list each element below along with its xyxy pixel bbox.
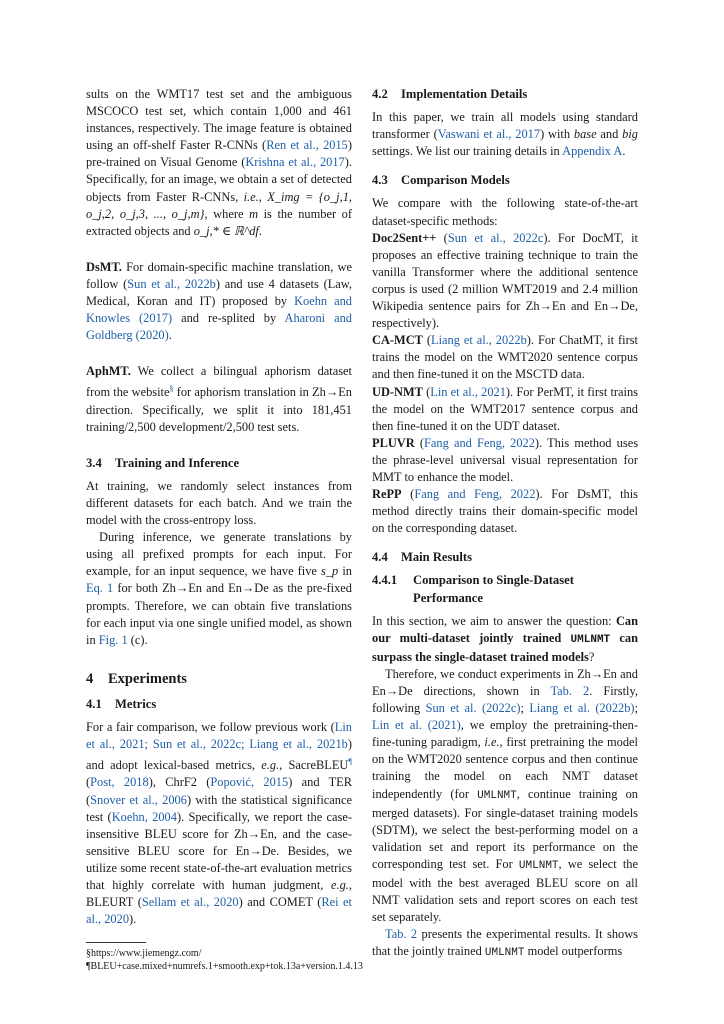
citation-link[interactable]: Lin et al. (2021) xyxy=(372,718,461,733)
text: ( xyxy=(422,333,432,348)
implementation-paragraph xyxy=(372,109,638,160)
text: Can our multi-dataset jointly trained xyxy=(372,613,638,645)
text: , first pretraining the model on the WMT2020 sentence corpus and then continue training the model on each NMT dataset independently (for xyxy=(372,735,638,801)
text: ). For PerMT, it first trains the model on the WMT2017 sentence corpus and then fine-tuned it on the UDT dataset. xyxy=(372,384,638,433)
math-image-objects: X_img = {o_j,1, o_j,2, o_j,3, ..., o_j,m} xyxy=(86,189,352,221)
text: We collect a bilingual aphorism dataset from the website xyxy=(86,364,352,400)
model-name: UMLNMT xyxy=(477,789,517,802)
citation-link[interactable]: Rei et al., 2020 xyxy=(86,895,352,927)
text: ). For DocMT, it proposes an effective training technique to train the vanilla Transformer where the additional sentence corpus is used (2 million WMT2019 and 2.4 million Wikipedia sentence pairs for Zh→En and En→De, respectively). xyxy=(372,230,638,331)
text: base xyxy=(573,127,597,142)
text: ). Specifically, for an image, we obtain a set of detected objects from Faster R-CNNs, xyxy=(86,155,352,204)
text: e.g. xyxy=(261,758,280,773)
dataset-mmt-paragraph xyxy=(86,86,352,240)
section-title: Experiments xyxy=(108,670,187,687)
text: For a fair comparison, we follow previous work ( xyxy=(86,720,335,735)
paragraph-heading: UD-NMT xyxy=(372,384,423,399)
text: ). For DsMT, this method directly trains their domain-specific model on the corresponding dataset. xyxy=(372,487,639,536)
text: ( xyxy=(414,435,425,450)
metrics-paragraph xyxy=(86,719,352,928)
citation-link[interactable]: Aharoni and Goldberg (2020) xyxy=(86,311,352,343)
citation-link[interactable]: Fang and Feng, 2022 xyxy=(414,487,536,502)
text: big xyxy=(622,127,638,142)
section-heading-4-3 xyxy=(372,172,638,189)
text: i.e. xyxy=(484,735,500,750)
text: During inference, we generate translations by using all prefixed prompts for each input. For example, for an input sequence, we have five xyxy=(86,530,352,579)
citation-link[interactable]: Liang et al., 2022b xyxy=(431,333,527,348)
left-column xyxy=(86,86,363,973)
text: ) and adopt lexical-based metrics, xyxy=(86,737,352,773)
text: , continue training on merged datasets). For single-dataset training models (SDTM), we select the best-performing model on a validation set and report its performance on the corresponding test set. For xyxy=(372,786,638,871)
text: ). For ChatMT, it first trains the model on the WMT2020 sentence corpus and then fine-tuned it on the MSCTD data. xyxy=(372,333,638,382)
table-link[interactable]: Tab. 2 xyxy=(550,684,590,698)
comparison-intro: We compare with the following state-of-the-art dataset-specific methods: xyxy=(372,196,638,228)
text: for aphorism translation in Zh→En direction. Specifically, we split it into 181,451 training/2,500 development/2,500 test sets. xyxy=(86,385,352,434)
text: i.e. xyxy=(243,189,259,204)
text: ( xyxy=(86,775,91,790)
results-paragraph xyxy=(372,926,638,962)
section-number: 3.4 xyxy=(86,455,102,470)
text: ) with xyxy=(540,127,574,142)
text: ) pre-trained on Visual Genome ( xyxy=(86,138,352,170)
footnote-mark[interactable]: ¶ xyxy=(348,757,352,767)
text: ). xyxy=(129,912,137,927)
paragraph-heading: RePP xyxy=(372,487,402,502)
research-question-paragraph xyxy=(372,613,638,666)
text: ( xyxy=(422,384,431,399)
udnmt-paragraph xyxy=(372,384,638,435)
text: sults on the WMT17 test set and the ambiguous MSCOCO test set, which contain 1,000 and 461 instances, respectively. The image feature is obtained using an off-shelf Faster R-CNNs ( xyxy=(86,87,352,153)
citation-link[interactable]: Sun et al., 2022c xyxy=(447,230,544,245)
section-number: 4.3 xyxy=(372,173,388,188)
text: in xyxy=(338,564,352,579)
right-column xyxy=(372,86,638,963)
math-object-dim: o_j,* ∈ ℝ^df xyxy=(193,223,259,238)
text: Therefore, we conduct experiments in Zh→En and En→De directions, shown in xyxy=(372,666,638,698)
footnote-divider xyxy=(86,942,146,943)
text: . xyxy=(258,223,262,238)
text: is the number of extracted objects and xyxy=(86,206,352,238)
model-name: UMLNMT xyxy=(484,947,525,960)
section-number: 4.1 xyxy=(86,696,102,711)
citation-link[interactable]: Krishna et al., 2017 xyxy=(245,155,345,170)
text: settings. We list our training details in xyxy=(372,144,563,159)
section-heading-4-4 xyxy=(372,549,638,566)
aphmt-paragraph xyxy=(86,363,352,436)
model-name: UMLNMT xyxy=(518,859,559,872)
text: , SacreBLEU xyxy=(279,758,349,773)
text: ; xyxy=(634,701,639,716)
text: , BLEURT ( xyxy=(86,878,352,910)
footnote-website: §https://www.jiemengz.com/ xyxy=(86,948,202,960)
text: In this paper, we train all models using standard transformer ( xyxy=(372,110,638,142)
text: can surpass the single-dataset trained models xyxy=(372,630,638,664)
paragraph-heading: PLUVR xyxy=(372,435,415,450)
section-number: 4.4.1 xyxy=(372,573,398,588)
text: ). This method uses the phrase-level universal visual representation for MMT to enhance the model. xyxy=(372,435,639,484)
citation-link[interactable]: Liang et al. (2022b) xyxy=(529,701,635,716)
text: . Firstly, following xyxy=(372,684,638,716)
text: ( xyxy=(401,487,415,502)
table-link[interactable]: Tab. 2 xyxy=(385,927,418,942)
citation-link[interactable]: Popović, 2015 xyxy=(210,775,289,790)
paragraph-heading: CA-MCT xyxy=(372,333,423,348)
section-number: 4.4 xyxy=(372,550,388,565)
math-sp: s_p xyxy=(321,564,339,579)
citation-link[interactable]: Lin et al., 2021 xyxy=(430,384,506,399)
text: In this section, we aim to answer the question: xyxy=(372,613,616,628)
citation-link[interactable]: Koehn and Knowles (2017) xyxy=(86,294,352,326)
text: ) and COMET ( xyxy=(238,895,322,910)
section-number: 4 xyxy=(86,670,94,687)
text: For domain-specific machine translation, we follow ( xyxy=(86,259,352,291)
text: ; xyxy=(520,701,530,716)
paragraph-heading: DsMT. xyxy=(86,259,122,274)
text: for both Zh→En and En→De as the pre-fixed prompts. Therefore, we can obtain five translations for each input via one single unified model, as shown in xyxy=(86,581,353,647)
text: ), ChrF2 ( xyxy=(148,775,211,790)
section-number: 4.2 xyxy=(372,87,388,101)
section-title: Comparison to Single-Dataset Performance xyxy=(413,573,574,605)
doc2sent-paragraph xyxy=(372,230,638,333)
footnote-sacrebleu: ¶BLEU+case.mixed+numrefs.1+smooth.exp+tok.13a+version.1.4.13 xyxy=(86,961,363,973)
section-heading-4-1 xyxy=(86,696,352,713)
text: ) and TER ( xyxy=(86,775,353,807)
section-title: Implementation Details xyxy=(401,87,528,101)
experiments-paragraph xyxy=(372,666,638,926)
citation-link[interactable]: Sun et al. (2022c) xyxy=(425,701,521,716)
text: ( xyxy=(436,230,448,245)
citation-link[interactable]: Fang and Feng, 2022 xyxy=(424,435,535,450)
footnote-mark[interactable]: § xyxy=(169,384,174,394)
section-title: Training and Inference xyxy=(115,455,240,470)
text: , we select the model with the best averaged BLEU score on all NMT validation sets and report scores on each test set separately. xyxy=(372,856,638,925)
inference-paragraph xyxy=(86,529,352,649)
citation-link[interactable]: Vaswani et al., 2017 xyxy=(437,127,541,142)
text: presents the experimental results. It shows that the jointly trained xyxy=(372,927,638,959)
citation-link[interactable]: Snover et al., 2006 xyxy=(90,792,187,807)
equation-link[interactable]: Eq. 1 xyxy=(86,581,114,596)
model-name: UMLNMT xyxy=(570,633,611,646)
text: e.g. xyxy=(331,878,349,892)
section-title: Metrics xyxy=(115,696,157,711)
paragraph-heading: Doc2Sent++ xyxy=(372,230,437,245)
camct-paragraph xyxy=(372,332,638,383)
text: and re-splited by xyxy=(172,311,285,326)
citation-link[interactable]: Koehn, 2004 xyxy=(111,809,177,824)
text: ? xyxy=(588,649,595,664)
section-title: Main Results xyxy=(401,550,473,565)
section-title: Comparison Models xyxy=(401,173,510,188)
text: ). Specifically, we report the case-insensitive BLEU score for Zh→En, and the case-sensitive BLEU score for En→De. Besides, we utilize some recent state-of-the-art evaluation metrics that highly correlate with human judgment, xyxy=(86,809,352,892)
training-paragraph: At training, we randomly select instances from different datasets for each batch. And we train the model with the cross-entropy loss. xyxy=(86,478,352,528)
paragraph-heading: AphMT. xyxy=(86,364,131,379)
text: and xyxy=(596,127,623,142)
repp-paragraph xyxy=(372,486,638,537)
text: . xyxy=(168,328,172,343)
text: model outperforms xyxy=(524,944,623,959)
text: , we employ the pretraining-then-fine-tuning paradigm, xyxy=(372,718,639,750)
citation-link[interactable]: Post, 2018 xyxy=(90,775,149,790)
citation-link[interactable]: Sellam et al., 2020 xyxy=(141,895,239,910)
text: ) with the statistical significance test ( xyxy=(86,792,352,824)
citation-link[interactable]: Lin et al., 2021; Sun et al., 2022c; Liang et al., 2021b xyxy=(86,720,352,752)
text: (c). xyxy=(127,632,148,647)
section-heading-4-4-1 xyxy=(372,572,638,606)
citation-link[interactable]: Sun et al., 2022b xyxy=(127,276,216,291)
section-heading-3-4 xyxy=(86,455,352,472)
appendix-link[interactable]: Appendix A xyxy=(562,144,623,159)
figure-link[interactable]: Fig. 1 xyxy=(98,632,128,647)
section-heading-4 xyxy=(86,671,352,688)
section-heading-4-2 xyxy=(372,86,638,103)
citation-link[interactable]: Ren et al., 2015 xyxy=(266,138,348,153)
text: , xyxy=(258,189,268,204)
text: , where xyxy=(204,206,250,221)
pluvr-paragraph xyxy=(372,435,638,486)
text: ) and use 4 datasets (Law, Medical, Koran and IT) proposed by xyxy=(86,276,352,309)
text: . xyxy=(622,144,626,159)
dsmt-paragraph xyxy=(86,259,352,344)
math-m: m xyxy=(249,206,259,221)
